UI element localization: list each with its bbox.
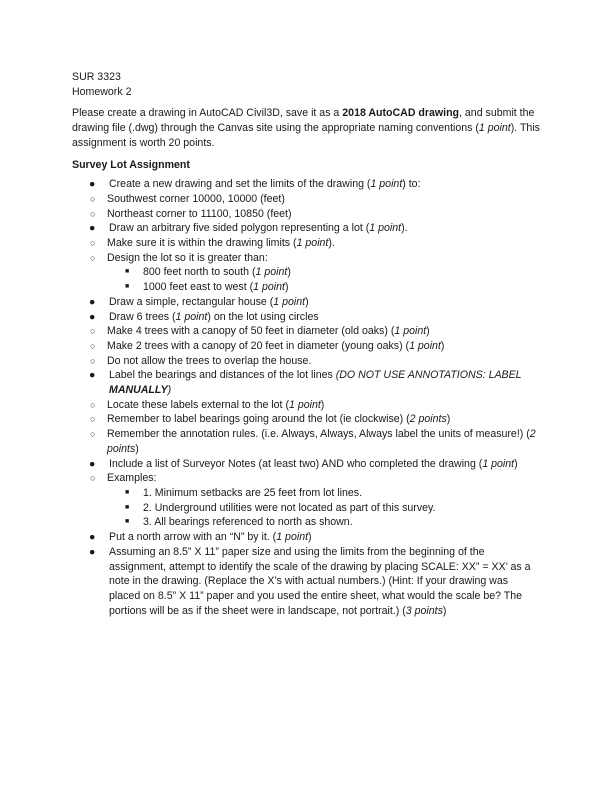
square-bullet-icon: ■ [125,518,130,526]
square-bullet-icon: ■ [125,283,130,291]
circle-bullet-icon: ○ [90,326,96,337]
list-item: ● Assuming an 8.5” X 11” paper size and using the limits from the beginning of the assignment, attempt to identify the scale of the drawing by placing SCALE: XX” = XX’ as a note in the drawing. (Replace the X’s with actual numbers.) (Hint: If your drawing was placed on 8.5” X 11” paper and you used the entire sheet, what would the scale be? The portions will be as if the sheet were in landscape, not portrait.) (3 points) [89,545,531,617]
list-item: ○ Northeast corner to 11100, 10850 (feet) [90,207,292,220]
list-item: ○ Southwest corner 10000, 10000 (feet) [90,192,285,205]
list-item: ○ Remember the annotation rules. (i.e. Always, Always, Always label the units of measure!) (2 points) [90,428,536,455]
bullet-icon: ● [89,545,96,558]
circle-bullet-icon: ○ [90,252,96,263]
square-bullet-icon: ■ [125,488,130,496]
list-item: ○ Do not allow the trees to overlap the house. [90,354,312,367]
intro-paragraph: Please create a drawing in AutoCAD Civil3D, save it as a 2018 AutoCAD drawing, and submit the drawing file (.dwg) through the Canvas site using the appropriate naming conventions (1 point). This assignment is worth 20 points. [72,107,540,149]
bullet-icon: ● [89,178,96,191]
course-code: SUR 3323 [72,71,121,83]
bullet-icon: ● [89,369,96,382]
square-bullet-icon: ■ [125,268,130,276]
list-item: ○ Make 2 trees with a canopy of 20 feet in diameter (young oaks) (1 point) [90,339,445,352]
circle-bullet-icon: ○ [90,399,96,410]
square-bullet-icon: ■ [125,503,130,511]
list-item: ○ Make 4 trees with a canopy of 50 feet in diameter (old oaks) (1 point) [90,325,430,338]
list-item: ● Label the bearings and distances of the lot lines (DO NOT USE ANNOTATIONS: LABEL MANUALLY) [89,369,522,397]
bullet-icon: ● [89,295,96,308]
list-item: ● Draw 6 trees (1 point) on the lot using circles [89,310,319,323]
list-item: ■ 2. Underground utilities were not located as part of this survey. [125,501,436,514]
list-item: ○ Examples: [90,472,157,485]
bullet-icon: ● [89,222,96,235]
list-item: ○ Remember to label bearings going around the lot (ie clockwise) (2 points) [90,413,451,426]
list-item: ■ 800 feet north to south (1 point) [125,266,291,279]
bullet-icon: ● [89,457,96,470]
list-item: ● Include a list of Surveyor Notes (at least two) AND who completed the drawing (1 point) [89,457,518,470]
bullet-icon: ● [89,310,96,323]
circle-bullet-icon: ○ [90,238,96,249]
circle-bullet-icon: ○ [90,340,96,351]
homework-title: Homework 2 [72,85,132,98]
list-item: ● Create a new drawing and set the limits of the drawing (1 point) to: [89,178,421,191]
circle-bullet-icon: ○ [90,429,96,440]
circle-bullet-icon: ○ [90,414,96,425]
list-item: ● Draw a simple, rectangular house (1 point) [89,295,309,308]
list-item: ○ Make sure it is within the drawing limits (1 point). [90,237,335,250]
list-item: ■ 1. Minimum setbacks are 25 feet from lot lines. [125,486,363,499]
list-item: ○ Design the lot so it is greater than: [90,251,268,264]
section-title: Survey Lot Assignment [72,158,190,171]
circle-bullet-icon: ○ [90,193,96,204]
list-item: ● Draw an arbitrary five sided polygon representing a lot (1 point). [89,222,408,235]
bullet-icon: ● [89,531,96,544]
list-item: ○ Locate these labels external to the lot (1 point) [90,398,325,411]
circle-bullet-icon: ○ [90,355,96,366]
list-item: ■ 3. All bearings referenced to north as shown. [125,516,353,529]
circle-bullet-icon: ○ [90,473,96,484]
list-item: ■ 1000 feet east to west (1 point) [125,281,289,294]
list-item: ● Put a north arrow with an “N” by it. (1 point) [89,531,312,544]
assignment-list [72,177,542,618]
document-body [72,70,542,618]
circle-bullet-icon: ○ [90,208,96,219]
